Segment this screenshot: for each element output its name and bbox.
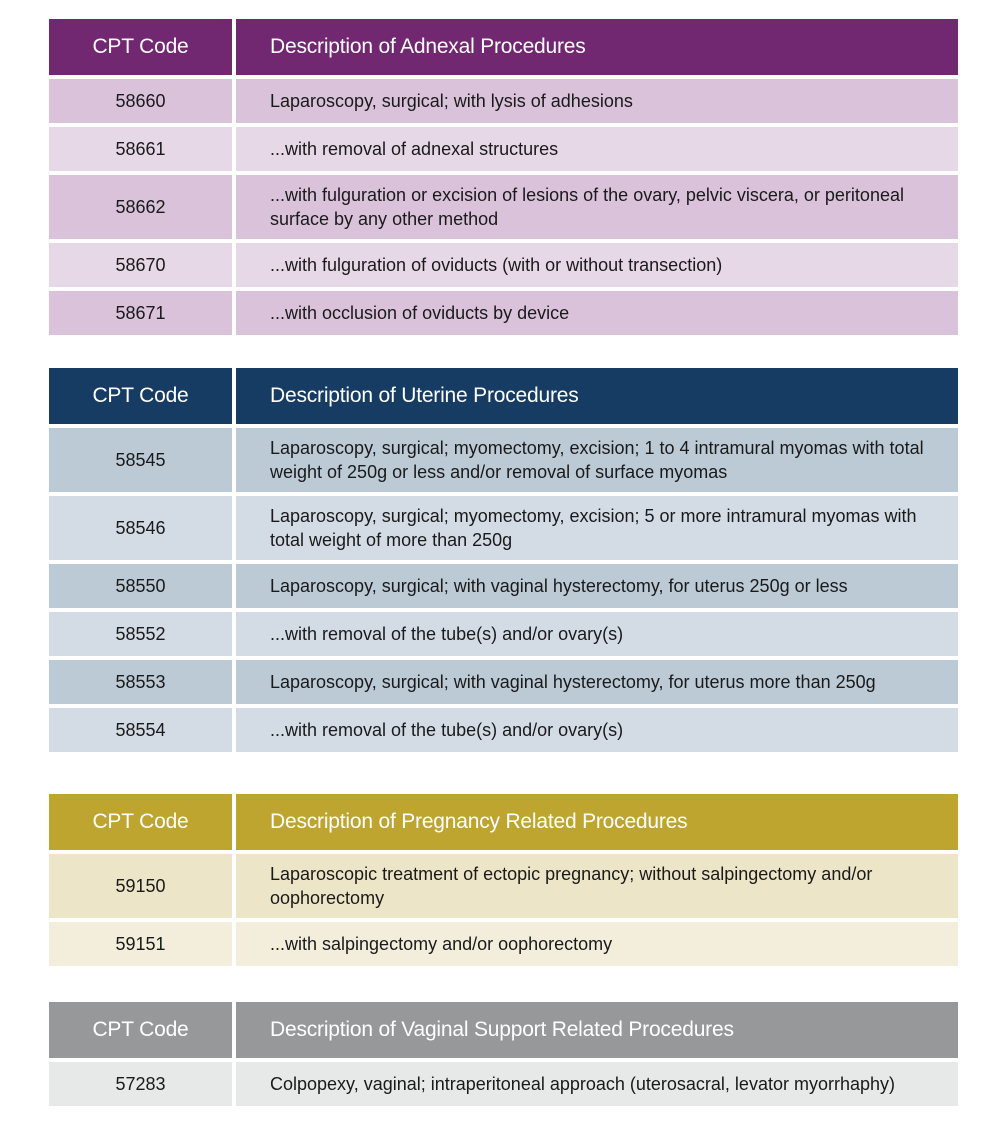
table-row [49,127,958,171]
cpt-code: 58553 [49,660,232,704]
adnexal-procedures-table [49,19,958,335]
procedure-description: ...with removal of the tube(s) and/or ovary(s) [236,708,958,752]
header-cpt-code: CPT Code [49,794,232,850]
procedure-description: ...with removal of the tube(s) and/or ovary(s) [236,612,958,656]
cpt-code: 58552 [49,612,232,656]
table-row [49,854,958,918]
table-header-row [49,19,958,75]
cpt-code: 57283 [49,1062,232,1106]
table-row [49,708,958,752]
procedure-description: Laparoscopy, surgical; with vaginal hysterectomy, for uterus more than 250g [236,660,958,704]
table-row [49,79,958,123]
cpt-code: 58661 [49,127,232,171]
uterine-procedures-table [49,368,958,752]
vaginal-support-procedures-table [49,1002,958,1106]
table-row [49,1062,958,1106]
cpt-code: 58550 [49,564,232,608]
header-description: Description of Uterine Procedures [236,368,958,424]
procedure-description: ...with fulguration or excision of lesions of the ovary, pelvic viscera, or peritoneal surface by any other method [236,175,958,239]
procedure-description: Laparoscopy, surgical; with vaginal hysterectomy, for uterus 250g or less [236,564,958,608]
table-row [49,243,958,287]
procedure-description: Laparoscopy, surgical; with lysis of adhesions [236,79,958,123]
table-row [49,922,958,966]
pregnancy-procedures-table [49,794,958,966]
procedure-description: ...with occlusion of oviducts by device [236,291,958,335]
cpt-code: 58545 [49,428,232,492]
procedure-description: Laparoscopic treatment of ectopic pregnancy; without salpingectomy and/or oophorectomy [236,854,958,918]
header-cpt-code: CPT Code [49,1002,232,1058]
cpt-code: 58670 [49,243,232,287]
table-row [49,291,958,335]
cpt-code: 58554 [49,708,232,752]
header-description: Description of Adnexal Procedures [236,19,958,75]
cpt-code: 58671 [49,291,232,335]
table-row [49,496,958,560]
procedure-description: ...with removal of adnexal structures [236,127,958,171]
table-header-row [49,368,958,424]
cpt-code: 58660 [49,79,232,123]
cpt-code: 58546 [49,496,232,560]
table-row [49,428,958,492]
table-row [49,612,958,656]
cpt-code: 59150 [49,854,232,918]
table-header-row [49,794,958,850]
procedure-description: Laparoscopy, surgical; myomectomy, excision; 1 to 4 intramural myomas with total weight of 250g or less and/or removal of surface myomas [236,428,958,492]
table-header-row [49,1002,958,1058]
cpt-code: 58662 [49,175,232,239]
table-row [49,175,958,239]
table-row [49,660,958,704]
cpt-code: 59151 [49,922,232,966]
procedure-description: ...with fulguration of oviducts (with or without transection) [236,243,958,287]
procedure-description: ...with salpingectomy and/or oophorectomy [236,922,958,966]
header-description: Description of Pregnancy Related Procedures [236,794,958,850]
header-cpt-code: CPT Code [49,19,232,75]
header-description: Description of Vaginal Support Related Procedures [236,1002,958,1058]
table-row [49,564,958,608]
header-cpt-code: CPT Code [49,368,232,424]
procedure-description: Colpopexy, vaginal; intraperitoneal approach (uterosacral, levator myorrhaphy) [236,1062,958,1106]
procedure-description: Laparoscopy, surgical; myomectomy, excision; 5 or more intramural myomas with total weight of more than 250g [236,496,958,560]
